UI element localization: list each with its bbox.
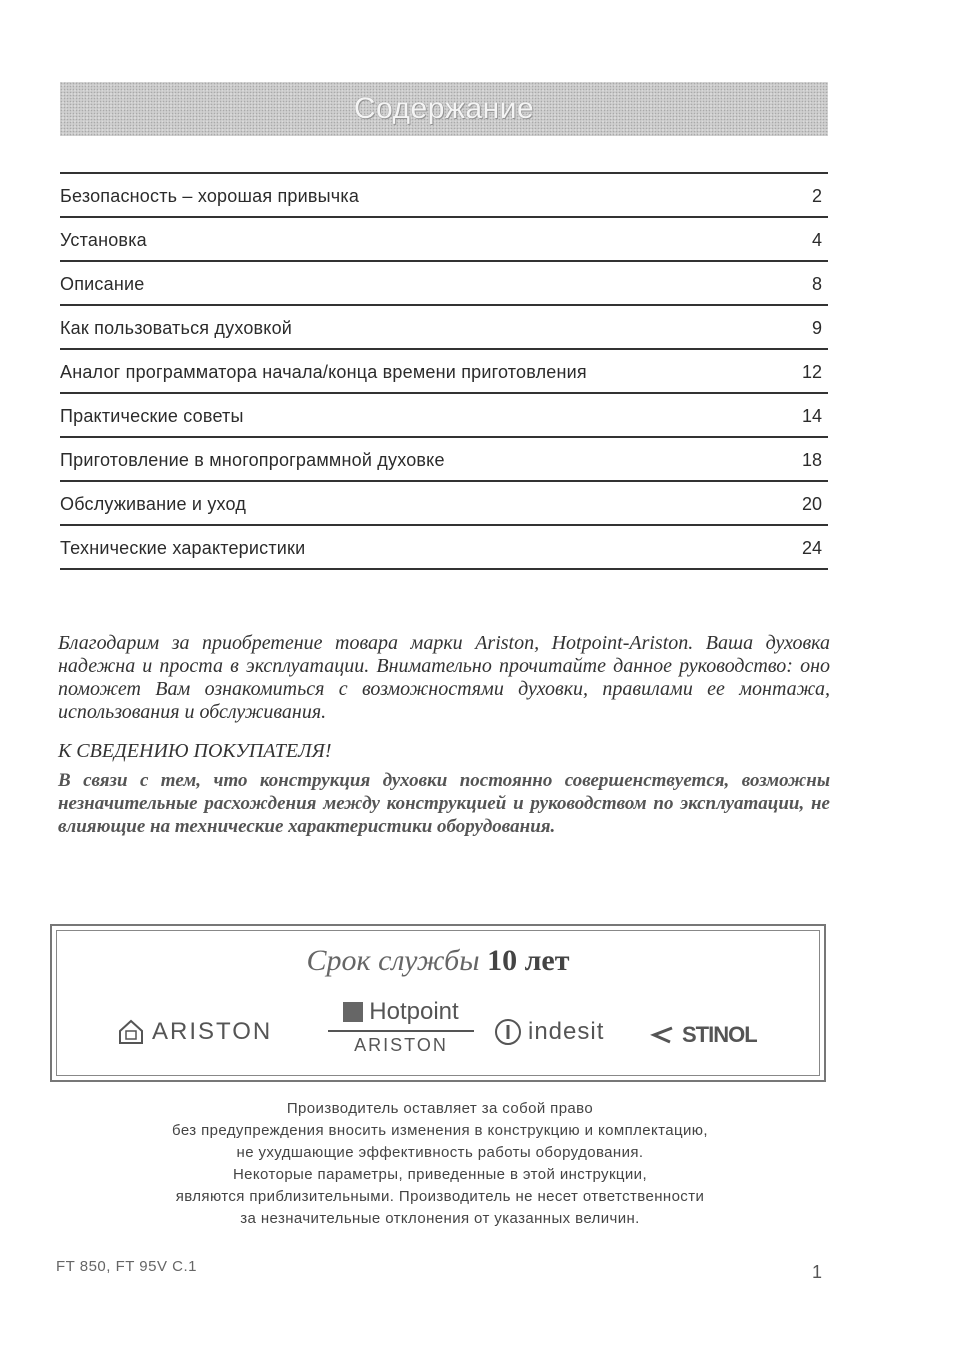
toc-row-label: Приготовление в многопрограммной духовке — [60, 449, 445, 470]
ariston-logo — [118, 1018, 272, 1046]
indesit-logo-text: indesit — [528, 1018, 605, 1045]
house-icon — [118, 1019, 144, 1045]
manufacturer-note-line: без предупреждения вносить изменения в конструкцию и комплектацию, — [172, 1122, 708, 1139]
stinol-swoosh-icon — [648, 1025, 676, 1045]
manufacturer-note — [80, 1098, 800, 1230]
toc-row-label: Аналог программатора начала/конца времени приготовления — [60, 361, 587, 382]
toc-row-label: Технические характеристики — [60, 537, 306, 558]
manufacturer-note-line: не ухудшающие эффективность работы оборудования. — [236, 1144, 644, 1161]
buyer-notice-text: В связи с тем, что конструкция духовки постоянно совершенствуется, возможны незначительные расхождения между конструкцией и руководством по эксплуатации, не влияющие на технические характеристики оборудования. — [58, 770, 830, 837]
contents-title: Содержание — [353, 92, 535, 125]
page-number: 1 — [812, 1262, 823, 1282]
indesit-circle-icon — [494, 1018, 522, 1046]
manufacturer-note-line: Некоторые параметры, приведенные в этой инструкции, — [232, 1166, 648, 1183]
toc-row-page: 18 — [801, 449, 822, 470]
toc-row[interactable] — [60, 394, 828, 438]
toc-row[interactable] — [60, 526, 828, 570]
hotpoint-square-icon — [343, 1002, 363, 1022]
toc-row-label: Практические советы — [60, 405, 244, 426]
manufacturer-note-line: за незначительные отклонения от указанных величин. — [240, 1210, 640, 1227]
toc-row-label: Как пользоваться духовкой — [60, 317, 293, 338]
toc-row-label: Установка — [60, 229, 147, 250]
indesit-logo — [494, 1018, 604, 1046]
service-life-prefix: Срок службы — [306, 944, 480, 977]
hotpoint-ariston-logo — [328, 998, 474, 1056]
buyer-notice-title: К СВЕДЕНИЮ ПОКУПАТЕЛЯ! — [58, 740, 332, 762]
toc-row-page: 2 — [811, 185, 822, 206]
intro-paragraph: Благодарим за приобретение товара марки Ariston, Hotpoint-Ariston. Ваша духовка надежна и проста в эксплуатации. Внимательно прочитайте данное руководство: оно поможет Вам ознакомиться с возможностями духовки, правилами ее монтажа, использования и обслуживания. — [58, 632, 830, 723]
model-code: FT 850, FT 95V C.1 — [56, 1258, 198, 1275]
manufacturer-note-line: Производитель оставляет за собой право — [286, 1100, 594, 1117]
hotpoint-logo-text: Hotpoint — [369, 998, 459, 1025]
toc-row-page: 14 — [801, 405, 822, 426]
toc-row-page: 24 — [801, 537, 822, 558]
toc-row-label: Описание — [60, 273, 145, 294]
toc-row[interactable] — [60, 306, 828, 350]
toc-row-page: 9 — [811, 317, 822, 338]
hotpoint-divider — [328, 1030, 474, 1032]
toc-row-label: Безопасность – хорошая привычка — [60, 185, 360, 206]
toc-row[interactable] — [60, 174, 828, 218]
brand-box — [50, 924, 826, 1082]
toc-row[interactable] — [60, 218, 828, 262]
stinol-logo — [648, 1022, 757, 1048]
ariston-logo-text: ARISTON — [152, 1018, 273, 1045]
toc-row[interactable] — [60, 262, 828, 306]
stinol-logo-text: STINOL — [682, 1022, 757, 1047]
toc-row-page: 8 — [811, 273, 822, 294]
service-life-value: 10 лет — [487, 944, 570, 977]
toc-row[interactable] — [60, 482, 828, 526]
hotpoint-ariston-text: ARISTON — [354, 1035, 448, 1055]
table-of-contents — [60, 172, 828, 570]
toc-row-label: Обслуживание и уход — [60, 493, 247, 514]
toc-row[interactable] — [60, 350, 828, 394]
service-life — [52, 944, 824, 978]
toc-row-page: 20 — [801, 493, 822, 514]
toc-row-page: 4 — [811, 229, 822, 250]
manufacturer-note-line: являются приблизительными. Производитель не несет ответственности — [175, 1188, 705, 1205]
toc-row-page: 12 — [801, 361, 822, 382]
toc-row[interactable] — [60, 438, 828, 482]
contents-title-bar — [60, 82, 828, 136]
